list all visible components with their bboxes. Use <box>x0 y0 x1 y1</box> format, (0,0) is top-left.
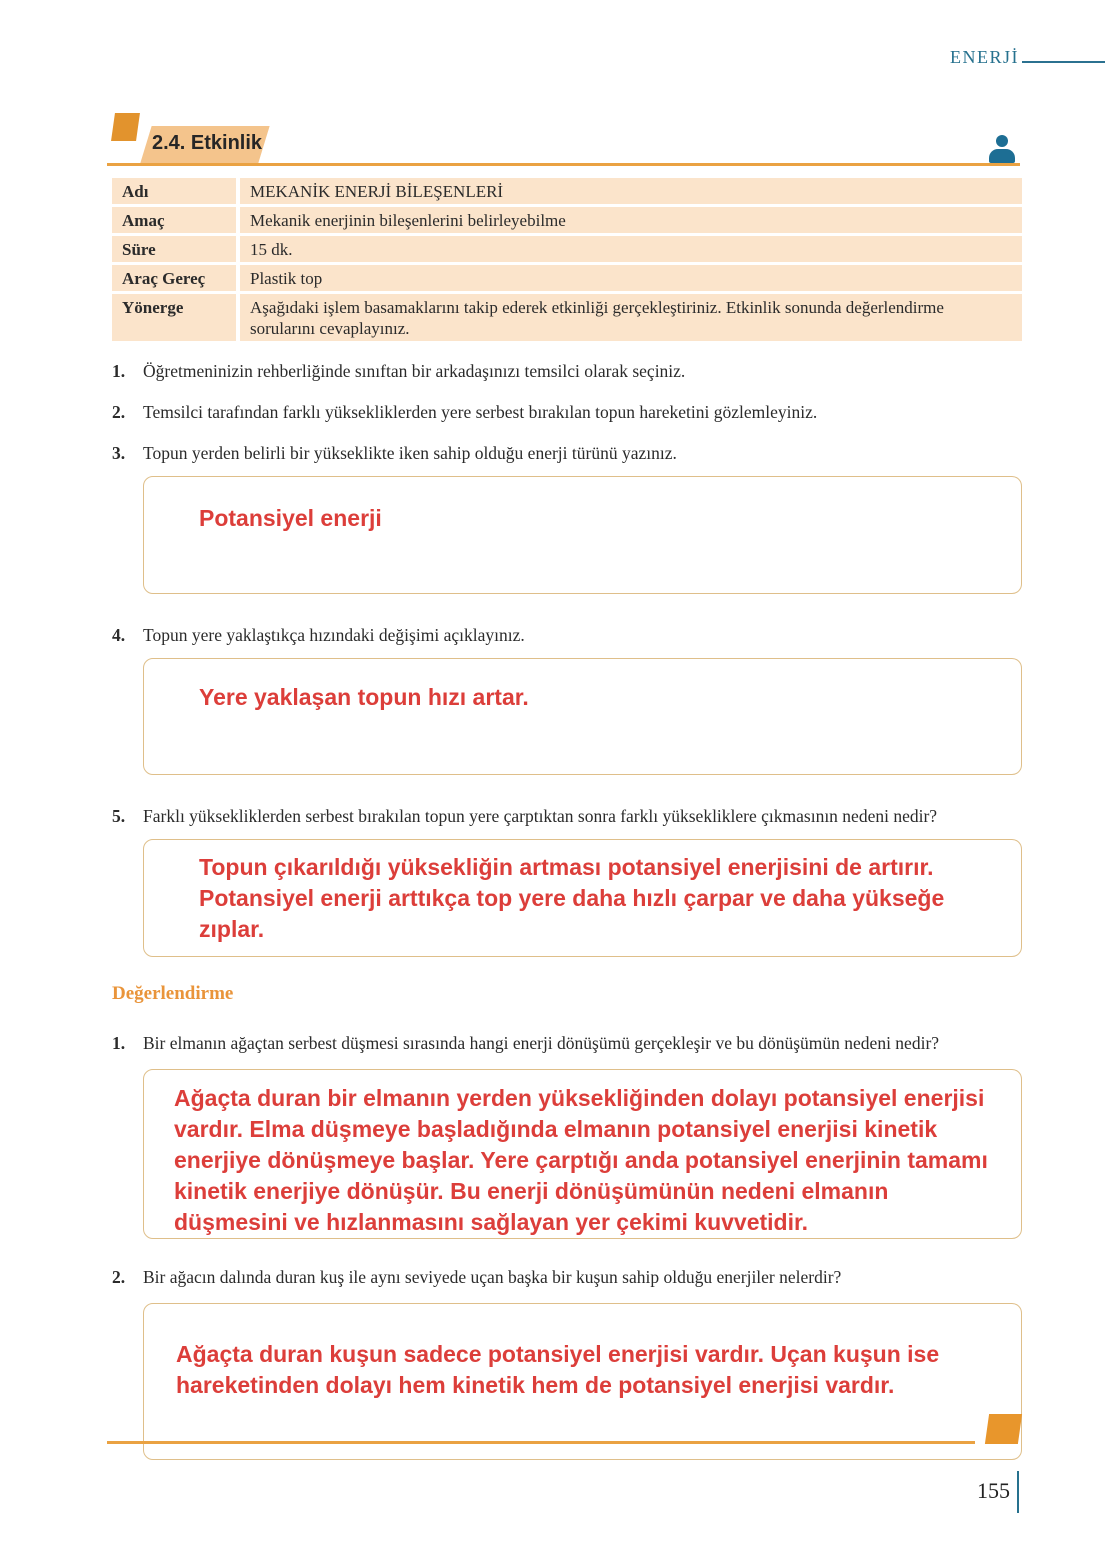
row-label: Adı <box>112 178 236 204</box>
row-label: Süre <box>112 236 236 262</box>
row-label: Araç Gereç <box>112 265 236 291</box>
activity-step <box>112 805 1022 827</box>
row-label: Amaç <box>112 207 236 233</box>
page-number: 155 <box>977 1478 1010 1503</box>
person-icon <box>988 135 1016 163</box>
step-text: Farklı yüksekliklerden serbest bırakılan topun yere çarptıktan sonra farklı yüksekliklere çıkmasının nedeni nedir? <box>143 806 938 826</box>
answer-text: Ağaçta duran kuşun sadece potansiyel enerjisi vardır. Uçan kuşun ise hareketinden dolayı hem kinetik hem de potansiyel enerjisi vardır. <box>176 1341 940 1398</box>
step-text: Topun yere yaklaştıkça hızındaki değişimi açıklayınız. <box>143 625 525 645</box>
step-number: 3. <box>112 443 126 463</box>
row-value: Plastik top <box>240 265 1022 291</box>
step-text: Öğretmeninizin rehberliğinde sınıftan bir arkadaşınızı temsilci olarak seçiniz. <box>143 361 686 381</box>
answer-text: Potansiyel enerji <box>199 505 382 531</box>
answer-text: Topun çıkarıldığı yüksekliğin artması potansiyel enerjisini de artırır. Potansiyel enerji arttıkça top yere daha hızlı çarpar ve daha yükseğe zıplar. <box>199 854 945 942</box>
answer-text: Yere yaklaşan topun hızı artar. <box>199 684 529 710</box>
page-number-rule <box>1017 1471 1019 1513</box>
question-number: 2. <box>112 1267 126 1287</box>
answer-text: Ağaçta duran bir elmanın yerden yüksekliğinden dolayı potansiyel enerjisi vardır. Elma düşmeye başladığında elmanın potansiyel enerjisi kinetik enerjiye dönüşmeye başlar. Yere çarptığı anda potansiyel enerjinin tamamı kinetik enerjiye dönüşür. Bu enerji dönüşümünün nedeni elmanın düşmesini ve hızlanmasını sağlayan yer çekimi kuvvetidir. <box>174 1085 988 1235</box>
step-number: 1. <box>112 361 126 381</box>
accent-square <box>111 113 140 141</box>
step-text: Topun yerden belirli bir yükseklikte iken sahip olduğu enerji türünü yazınız. <box>143 443 677 463</box>
activity-content <box>112 178 1022 1460</box>
top-rule <box>107 163 1020 166</box>
answer-box <box>143 1303 1022 1460</box>
table-row <box>112 207 1022 233</box>
activity-step <box>112 360 1022 382</box>
page-header-label: ENERJİ <box>950 47 1019 67</box>
evaluation-heading: Değerlendirme <box>112 983 234 1004</box>
answer-box <box>143 839 1022 957</box>
person-icon-head <box>996 135 1008 147</box>
step-number: 2. <box>112 402 126 422</box>
footer-accent-shape <box>985 1414 1022 1444</box>
table-row <box>112 265 1022 291</box>
activity-info-table <box>112 178 1022 341</box>
activity-step <box>112 442 1022 464</box>
answer-box <box>143 658 1022 775</box>
evaluation-question <box>112 1032 1022 1054</box>
person-icon-body <box>989 149 1015 163</box>
row-value: Aşağıdaki işlem basamaklarını takip ederek etkinliği gerçekleştiriniz. Etkinlik sonunda değerlendirme sorularını cevaplayınız. <box>240 294 1022 341</box>
row-value: Mekanik enerjinin bileşenlerini belirleyebilme <box>240 207 1022 233</box>
step-text: Temsilci tarafından farklı yüksekliklerden yere serbest bırakılan topun hareketini gözlemleyiniz. <box>143 402 818 422</box>
row-value: 15 dk. <box>240 236 1022 262</box>
row-value: MEKANİK ENERJİ BİLEŞENLERİ <box>240 178 1022 204</box>
activity-badge-label: 2.4. Etkinlik <box>151 132 263 154</box>
question-text: Bir ağacın dalında duran kuş ile aynı seviyede uçan başka bir kuşun sahip olduğu enerjiler nelerdir? <box>143 1267 842 1287</box>
footer-rule <box>107 1441 975 1444</box>
question-number: 1. <box>112 1033 126 1053</box>
answer-box <box>143 476 1022 594</box>
table-row <box>112 236 1022 262</box>
step-number: 4. <box>112 625 126 645</box>
table-row <box>112 178 1022 204</box>
header-rule <box>1022 61 1105 63</box>
activity-step <box>112 401 1022 423</box>
question-text: Bir elmanın ağaçtan serbest düşmesi sırasında hangi enerji dönüşümü gerçekleşir ve bu dönüşümün nedeni nedir? <box>143 1033 940 1053</box>
answer-box <box>143 1069 1022 1239</box>
row-label: Yönerge <box>112 294 236 341</box>
evaluation-question <box>112 1266 1022 1288</box>
step-number: 5. <box>112 806 126 826</box>
activity-step <box>112 624 1022 646</box>
table-row <box>112 294 1022 341</box>
